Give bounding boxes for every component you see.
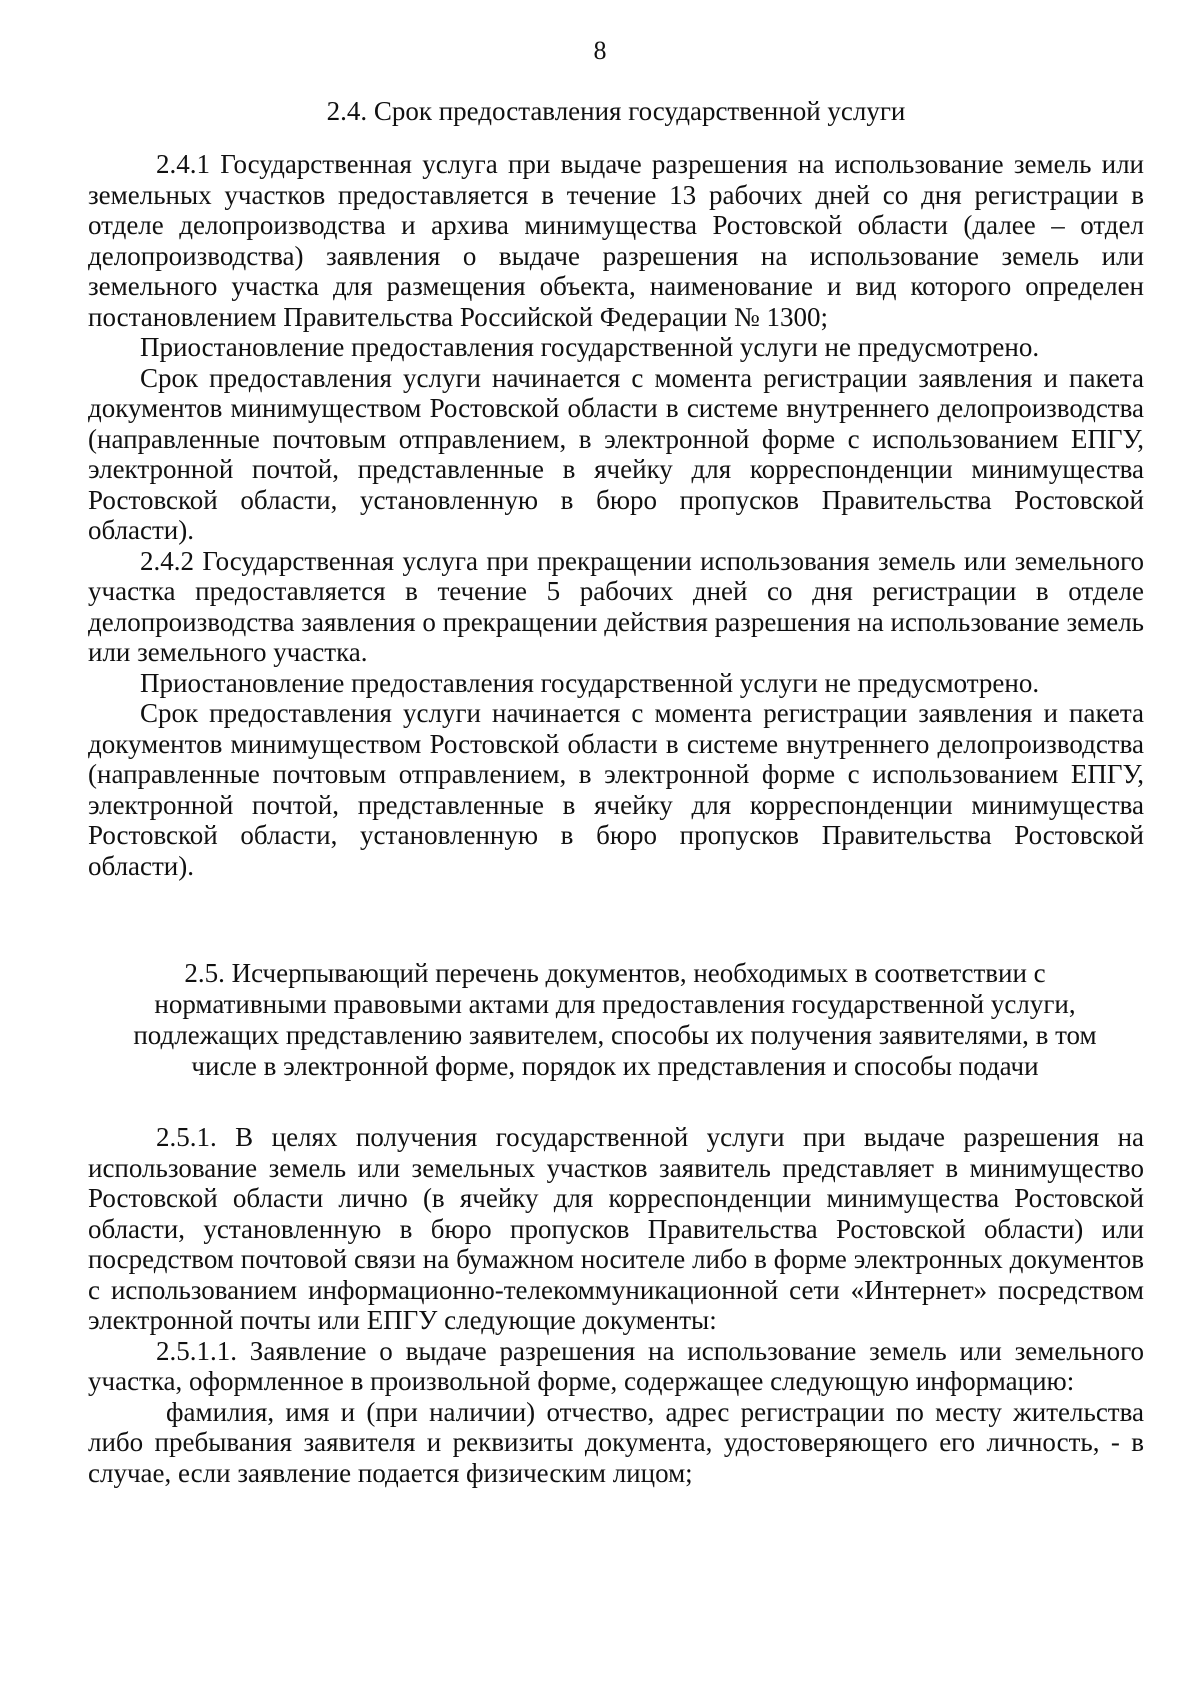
paragraph-2-4-1: 2.4.1 Государственная услуга при выдаче разрешения на использование земель или земельных участков предоставляется в течение 13 рабочих дней со дня регистрации в отделе делопроизводства и архива минимущества Ростовской области (далее – отдел делопроизводства) заявления о выдаче разрешения на использование земель или земельного участка для размещения объекта, наименование и вид которого определен постановлением Правительства Российской Федерации № 1300; — [88, 149, 1144, 332]
paragraph-term-start: Срок предоставления услуги начинается с момента регистрации заявления и пакета документов минимуществом Ростовской области в системе внутреннего делопроизводства (направленные почтовым отправлением, в электронной форме с использованием ЕПГУ, электронной почтой, представленные в ячейку для корреспонденции минимущества Ростовской области, установленную в бюро пропусков Правительства Ростовской области). — [88, 698, 1144, 881]
paragraph-suspension-note: Приостановление предоставления государственной услуги не предусмотрено. — [140, 332, 1040, 362]
section-2-4-heading: 2.4. Срок предоставления государственной услуги — [326, 96, 906, 126]
paragraph-applicant-info: фамилия, имя и (при наличии) отчество, адрес регистрации по месту жительства либо пребывания заявителя и реквизиты документа, удостоверяющего его личность, - в случае, если заявление подается физическим лицом; — [88, 1396, 1144, 1488]
paragraph-2-4-2: 2.4.2 Государственная услуга при прекращении использования земель или земельного участка предоставляется в течение 5 рабочих дней со дня регистрации в отделе делопроизводства заявления о прекращении действия разрешения на использование земель или земельного участка. — [88, 545, 1144, 667]
paragraph-2-5-1: 2.5.1. В целях получения государственной услуги при выдаче разрешения на использование земель или земельных участков заявитель представляет в минимущество Ростовской области лично (в ячейку для корреспонденции минимущества Ростовской области, установленную в бюро пропусков Правительства Ростовской области) или посредством почтовой связи на бумажном носителе либо в форме электронных документов с использованием информационно-телекоммуникационной сети «Интернет» посредством электронной почты или ЕПГУ следующие документы: — [88, 1122, 1144, 1335]
paragraph-term-start: Срок предоставления услуги начинается с момента регистрации заявления и пакета документов минимуществом Ростовской области в системе внутреннего делопроизводства (направленные почтовым отправлением, в электронной форме с использованием ЕПГУ, электронной почтой, представленные в ячейку для корреспонденции минимущества Ростовской области, установленную в бюро пропусков Правительства Ростовской области). — [88, 362, 1144, 545]
section-2-5-heading: 2.5. Исчерпывающий перечень документов, необходимых в соответствии с нормативными правовыми актами для предоставления государственной услуги, подлежащих представлению заявителем, способы их получения заявителями, в том числе в электронной форме, порядок их представления и способы подачи — [133, 958, 1097, 1081]
paragraph-2-5-1-1: 2.5.1.1. Заявление о выдаче разрешения на использование земель или земельного участка, оформленное в произвольной форме, содержащее следующую информацию: — [88, 1335, 1144, 1396]
page-number: 8 — [593, 36, 607, 65]
section-2-5-body — [88, 1122, 1144, 1488]
paragraph-suspension-note: Приостановление предоставления государственной услуги не предусмотрено. — [140, 667, 1040, 698]
section-2-4-body — [88, 149, 1144, 881]
